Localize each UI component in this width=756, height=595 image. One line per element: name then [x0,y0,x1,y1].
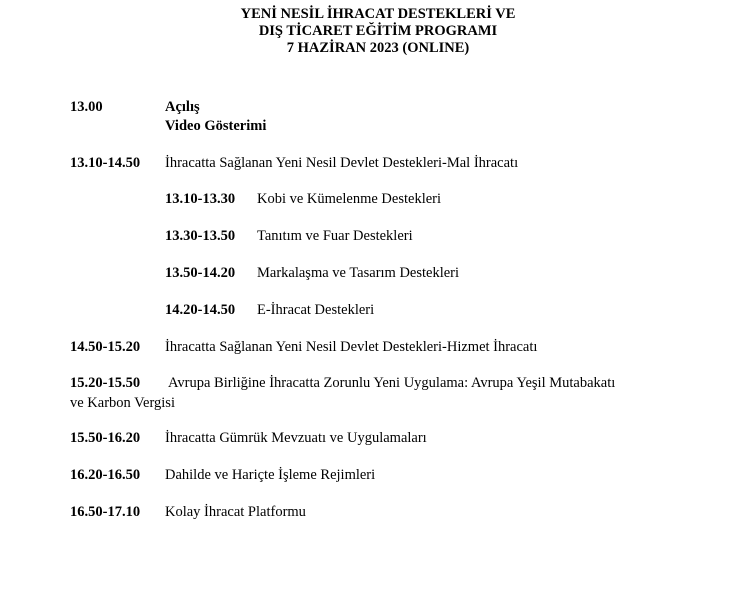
agenda-item-video: Video Gösterimi [165,118,267,134]
agenda-subtitle: E-İhracat Destekleri [257,302,375,318]
agenda-title: İhracatta Sağlanan Yeni Nesil Devlet Destekleri-Mal İhracatı [165,155,519,171]
agenda-title-line-1: Avrupa Birliğine İhracatta Zorunlu Yeni Uygulama: Avrupa Yeşil Mutabakatı [168,375,616,391]
agenda-item-opening: Açılış [165,99,200,115]
agenda-title: Dahilde ve Hariçte İşleme Rejimleri [165,467,376,483]
agenda-time: 13.00 [70,99,103,115]
agenda-subtitle: Tanıtım ve Fuar Destekleri [257,228,413,244]
agenda-subtime: 14.20-14.50 [165,302,236,318]
title-line-1: YENİ NESİL İHRACAT DESTEKLERİ VE [240,6,516,22]
agenda-title-line-2: ve Karbon Vergisi [70,395,175,411]
title-line-3: 7 HAZİRAN 2023 (ONLINE) [286,40,470,56]
agenda-title: İhracatta Sağlanan Yeni Nesil Devlet Destekleri-Hizmet İhracatı [165,339,538,355]
program-title [0,6,756,57]
agenda-time: 16.20-16.50 [70,467,141,483]
agenda-subtitle: Kobi ve Kümelenme Destekleri [257,191,442,207]
title-line-2: DIŞ TİCARET EĞİTİM PROGRAMI [258,23,498,39]
agenda-subtime: 13.50-14.20 [165,265,236,281]
agenda-time: 15.50-16.20 [70,430,141,446]
agenda-time: 15.20-15.50 [70,375,141,391]
agenda-time: 16.50-17.10 [70,504,141,520]
agenda-subtime: 13.30-13.50 [165,228,236,244]
agenda-time: 13.10-14.50 [70,155,141,171]
agenda-title: İhracatta Gümrük Mevzuatı ve Uygulamaları [165,430,427,446]
agenda-title: Kolay İhracat Platformu [165,504,306,520]
agenda-subtitle: Markalaşma ve Tasarım Destekleri [257,265,460,281]
agenda-subtime: 13.10-13.30 [165,191,236,207]
agenda-time: 14.50-15.20 [70,339,141,355]
